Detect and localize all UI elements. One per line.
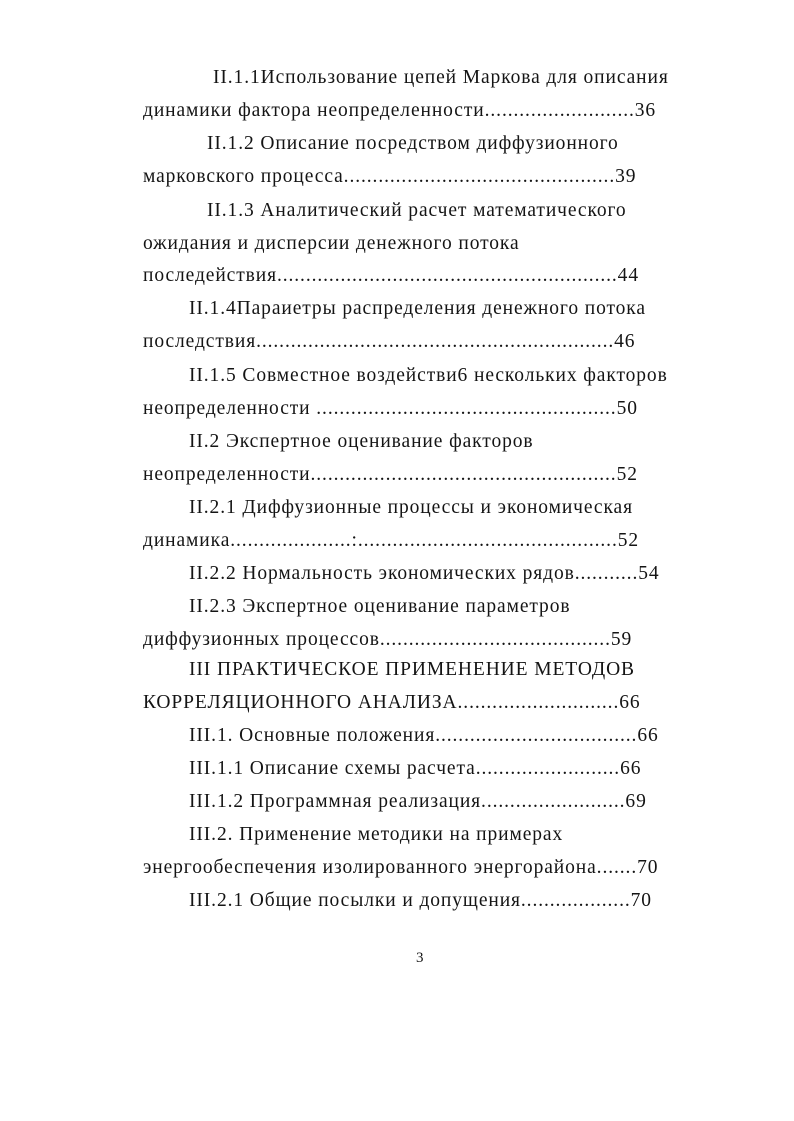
toc-line-2-2-1: II.2.1 Диффузионные процессы и экономическая bbox=[189, 497, 633, 518]
toc-line-3-1-1: III.1.1 Описание схемы расчета.........................66 bbox=[189, 758, 642, 779]
toc-line-2-1-3-cont2: последействия...........................................................44 bbox=[143, 265, 639, 286]
toc-line-2-1-5: II.1.5 Совместное воздействи6 нескольких факторов bbox=[189, 365, 668, 386]
toc-line-2-1-2-cont: марковского процесса...............................................39 bbox=[143, 166, 637, 187]
toc-line-2-1-1-cont: динамики фактора неопределенности..........................36 bbox=[143, 100, 657, 121]
toc-line-2-2-3: II.2.3 Экспертное оценивание параметров bbox=[189, 596, 571, 617]
toc-line-2-1-3-cont: ожидания и дисперсии денежного потока bbox=[143, 233, 520, 254]
toc-line-2-1-1: II.1.1Использование цепей Маркова для описания bbox=[213, 67, 669, 88]
toc-line-3-1-2: III.1.2 Программная реализация.........................69 bbox=[189, 791, 647, 812]
toc-line-2-2-1-cont: динамика.....................:.............................................52 bbox=[143, 530, 640, 551]
toc-line-3-2-cont: энергообеспечения изолированного энергорайона.......70 bbox=[143, 857, 659, 878]
toc-line-2-1-2: II.1.2 Описание посредством диффузионного bbox=[207, 133, 619, 154]
toc-line-2-2-3-cont: диффузионных процессов........................................59 bbox=[143, 629, 633, 650]
toc-line-2-2: II.2 Экспертное оценивание факторов bbox=[189, 431, 534, 452]
page-number: 3 bbox=[416, 950, 425, 966]
toc-line-2-1-4: II.1.4Параиетры распределения денежного потока bbox=[189, 298, 646, 319]
toc-line-2-2-2: II.2.2 Нормальность экономических рядов...........54 bbox=[189, 563, 660, 584]
toc-line-3: III ПРАКТИЧЕСКОЕ ПРИМЕНЕНИЕ МЕТОДОВ bbox=[189, 659, 635, 680]
toc-line-3-2: III.2. Применение методики на примерах bbox=[189, 824, 564, 845]
toc-line-2-2-cont: неопределенности.....................................................52 bbox=[143, 464, 638, 485]
toc-line-3-2-1: III.2.1 Общие посылки и допущения...................70 bbox=[189, 890, 652, 911]
toc-line-2-1-4-cont: последствия..............................................................46 bbox=[143, 331, 636, 352]
toc-line-2-1-3: II.1.3 Аналитический расчет математического bbox=[207, 200, 627, 221]
toc-line-2-1-5-cont: неопределенности ....................................................50 bbox=[143, 398, 638, 419]
toc-line-3-cont: КОРРЕЛЯЦИОННОГО АНАЛИЗА............................66 bbox=[143, 692, 641, 713]
toc-line-3-1: III.1. Основные положения...................................66 bbox=[189, 725, 659, 746]
